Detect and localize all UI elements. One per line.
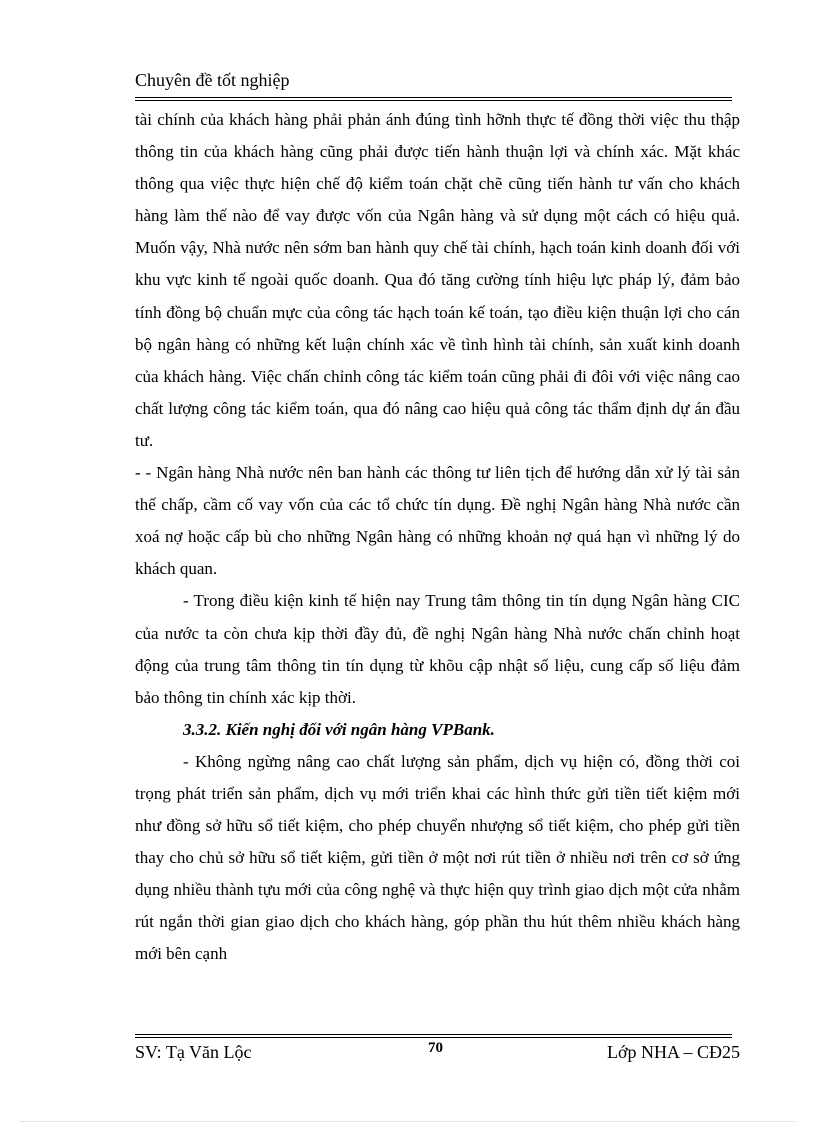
header-rule-bottom xyxy=(135,100,732,101)
paragraph-state-bank-circular: - - Ngân hàng Nhà nước nên ban hành các thông tư liên tịch để hướng dẫn xử lý tài sản thế chấp, cầm cố vay vốn của các tổ chức tín dụng. Đề nghị Ngân hàng Nhà nước cần xoá nợ hoặc cấp bù cho những Ngân hàng có những khoản nợ quá hạn vì những lý do khách quan. xyxy=(135,463,740,579)
class-name: Lớp NHA – CĐ25 xyxy=(606,1042,740,1062)
footer-rule-bottom xyxy=(135,1037,732,1038)
page-bottom-dotted-line xyxy=(20,1121,796,1122)
student-name: SV: Tạ Văn Lộc xyxy=(135,1042,252,1062)
header-title: Chuyên đề tốt nghiệp xyxy=(135,70,290,90)
section-heading: 3.3.2. Kiến nghị đối với ngân hàng VPBank. xyxy=(183,719,495,739)
page-number: 70 xyxy=(428,1040,443,1056)
header-rule-top xyxy=(135,97,732,98)
document-body xyxy=(135,104,740,971)
paragraph-cic: - Trong điều kiện kinh tế hiện nay Trung tâm thông tin tín dụng Ngân hàng CIC của nước ta còn chưa kịp thời đầy đủ, đề nghị Ngân hàng Nhà nước chấn chỉnh hoạt động của trung tâm thông tin tín dụng từ khõu cập nhật số liệu, cung cấp số liệu đảm bảo thông tin chính xác kịp thời. xyxy=(135,591,740,707)
paragraph-vpbank-products: - Không ngừng nâng cao chất lượng sản phẩm, dịch vụ hiện có, đồng thời coi trọng phát triển sản phẩm, dịch vụ mới triển khai các hình thức gửi tiền tiết kiệm mới như đồng sở hữu sổ tiết kiệm, cho phép chuyển nhượng sổ tiết kiệm, cho phép gửi tiền thay cho chủ sở hữu sổ tiết kiệm, gửi tiền ở một nơi rút tiền ở nhiều nơi trên cơ sở ứng dụng nhiều thành tựu mới của công nghệ và thực hiện quy trình giao dịch một cửa nhằm rút ngắn thời gian giao dịch cho khách hàng, góp phần thu hút thêm nhiều khách hàng mới bên cạnh xyxy=(135,751,740,964)
footer-rule-top xyxy=(135,1034,732,1035)
paragraph-continuation: tài chính của khách hàng phải phản ánh đúng tình hỡnh thực tế đồng thời việc thu thập thông tin của khách hàng cũng phải được tiến hành thuận lợi và chính xác. Mặt khác thông qua việc thực hiện chế độ kiểm toán chặt chẽ cũng tiến hành tư vấn cho khách hàng làm thế nào để vay được vốn của Ngân hàng và sử dụng một cách có hiệu quả. Muốn vậy, Nhà nước nên sớm ban hành quy chế tài chính, hạch toán kinh doanh đối với khu vực kinh tế ngoài quốc doanh. Qua đó tăng cường tính hiệu lực pháp lý, đảm bảo tính đồng bộ chuẩn mực của công tác hạch toán kế toán, tạo điều kiện thuận lợi cho cán bộ ngân hàng có những kết luận chính xác về tình hình tài chính, sản xuất kinh doanh của khách hàng. Việc chấn chỉnh công tác kiểm toán cũng phải đi đôi với việc nâng cao chất lượng công tác kiểm toán, qua đó nâng cao hiệu quả công tác thẩm định dự án đầu tư. xyxy=(135,110,740,450)
